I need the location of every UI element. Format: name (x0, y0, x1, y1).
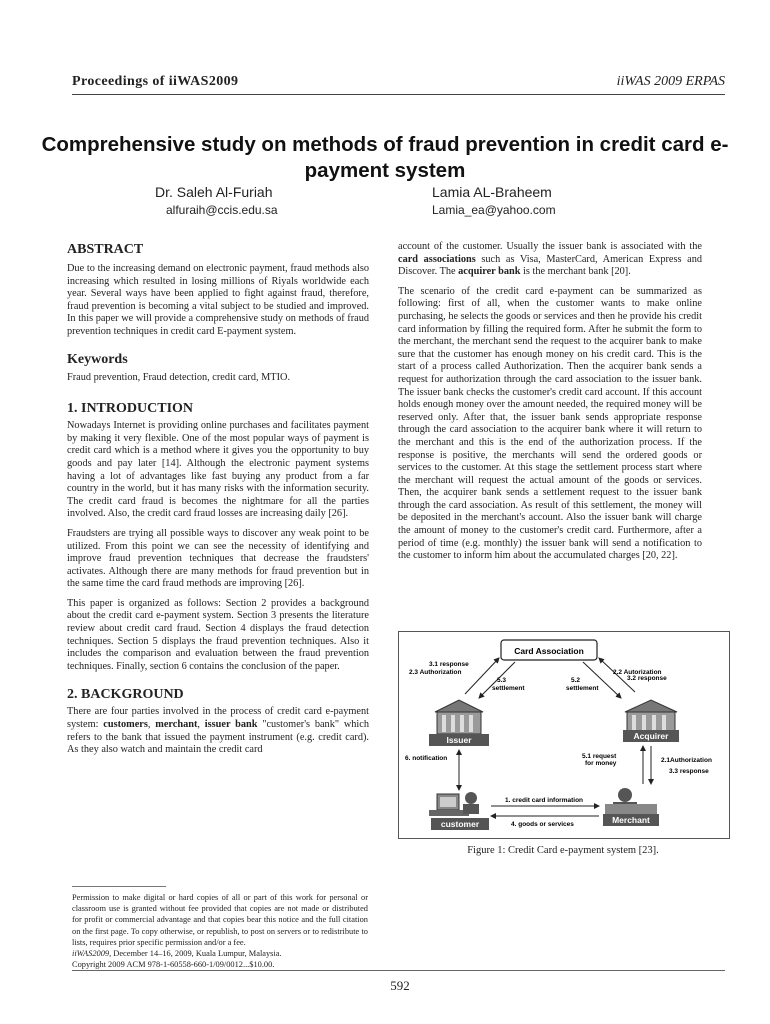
label-2-2-autorization: 2.2 Autorization (613, 669, 662, 676)
running-header-left: Proceedings of iiWAS2009 (72, 74, 239, 89)
label-5-1-for-money: for money (585, 760, 617, 767)
customer-label: customer (440, 819, 480, 829)
label-6-notification: 6. notification (405, 755, 448, 762)
background-paragraph-1: There are four parties involved in the process of credit card e-payment system: customers, merchant, issuer bank "customer's bank" which refers to the bank that issued the payment instrument (e.g. credit card). As they also watch and maintain the credit card (67, 706, 370, 756)
label-5-3: 5.3 (497, 677, 507, 684)
label-5-1-request: 5.1 request (582, 753, 617, 760)
arrow-ca-to-acquirer (583, 662, 621, 698)
abstract-heading: ABSTRACT (67, 242, 144, 257)
issuer-label: Issuer (446, 735, 472, 745)
author-1-email: alfuraih@ccis.edu.sa (166, 203, 278, 217)
running-header-right: iiWAS 2009 ERPAS (616, 74, 725, 89)
introduction-paragraph-1: Nowadays Internet is providing online purchases and facilitates payment by making it very flexible. One of the most popular ways of payment is credit card which is a method where it gives you the opportunity to buy goods and pay later [14]. Although the electronic payment systems having a lot of advantages like fast buying any product from a far country in the world, but it has many risks with the information security. The credit card fraud is becomes the nightmare for all the parties involved. Also, the credit card fraud losses are increasing daily [26]. (67, 420, 369, 520)
copyright-permission: Permission to make digital or hard copies of all or part of this work for personal or classroom use is granted without fee provided that copies are not made or distributed for profit or commercial advantage and that copies bear this notice and the full citation on the first page. To copy otherwise, or republish, to post on servers or to redistribute to lists, requires prior specific permission and/or a fee. (72, 893, 368, 947)
payment-flow-diagram (399, 632, 729, 838)
label-5-2: 5.2 (571, 677, 581, 684)
acquirer-label: Acquirer (633, 731, 669, 741)
label-4-goods-or-services: 4. goods or services (511, 821, 574, 828)
header-rule (72, 94, 725, 95)
issuer-bank-icon (435, 700, 483, 734)
right-column (398, 241, 702, 570)
merchant-label: Merchant (612, 815, 650, 825)
copyright-block (72, 892, 368, 970)
label-2-3-authorization: 2.3 Authorization (409, 669, 462, 676)
introduction-paragraph-3: This paper is organized as follows: Section 2 provides a background about the credit card e-payment system. Section 3 presents the literature review about credit card fraud. Section 4 displays the fraud detection techniques. Section 5 displays the fraud prevention techniques. Also it includes the comparison and evaluation between the fraud prevention techniques. Finally, section 6 contains the conclusion of the paper. (67, 597, 369, 672)
merchant-icon (605, 788, 657, 814)
right-paragraph-1: account of the customer. Usually the issuer bank is associated with the card associations such as Visa, MasterCard, American Express and Discover. The acquirer bank is the merchant bank [20]. (398, 241, 703, 278)
label-2-1-authorization: 2.1Authorization (661, 757, 712, 764)
right-paragraph-2: The scenario of the credit card e-payment can be summarized as following: first of all, when the customer wants to make online purchasing, he selects the goods or services and then he provide his credit card information by filling the required form. After he submit the form to the merchant, the merchant send the request to the acquirer bank to make sure that the customer has enough money on his credit card. This is the start of a process called Authorization. Then the acquirer bank sends a request for authorization through the card association to the issuer bank. The issuer bank checks the customer's credit card account. If this account holds enough money over the amount needed, the required money will be reserved only. After that, the issuer bank sends appropriate response through the card association to the acquirer bank where it will return to the merchant and this is the end of the authorization process. If the response is positive, the merchants will send the ordered goods or services to the customer. At this stage the settlement process start where the merchant will request the actual amount of the goods or services. Then, the acquirer bank sends a settlement request to the issuer bank through the card association. As result of this settlement, the money will be deposited in the merchant's account. Also the issuer bank will charge the amount of money to the customer's credit card. Furthermore, after a period of time (e.g. monthly) the issuer bank will send a notification to the customer to inform him about the accumulated charges [20, 22]. (398, 285, 702, 562)
copyright-rule (72, 886, 166, 887)
card-association-label: Card Association (514, 646, 584, 656)
keywords-heading: Keywords (67, 351, 128, 367)
acquirer-bank-icon (625, 700, 677, 732)
left-column (67, 242, 369, 764)
figure-1 (398, 631, 730, 839)
introduction-heading: 1. INTRODUCTION (67, 401, 194, 417)
label-3-1-response: 3.1 response (429, 661, 469, 668)
copyright-conference: iiWAS2009, December 14–16, 2009, Kuala Lumpur, Malaysia. (72, 949, 282, 959)
author-1-name: Dr. Saleh Al-Furiah (155, 184, 273, 200)
customer-computer-icon (429, 792, 479, 816)
label-3-2-response: 3.2 response (627, 675, 667, 682)
label-5-2-settlement: settlement (566, 685, 599, 692)
footer-rule (72, 970, 725, 971)
paper-title: Comprehensive study on methods of fraud prevention in credit card e-payment system (41, 133, 729, 182)
background-heading: 2. BACKGROUND (67, 687, 184, 703)
page-number: 592 (390, 978, 410, 993)
figure-caption: Figure 1: Credit Card e-payment system [23]. (467, 845, 659, 856)
label-5-3-settlement: settlement (492, 685, 525, 692)
label-3-3-response: 3.3 response (669, 768, 709, 775)
keywords-text: Fraud prevention, Fraud detection, credit card, MTIO. (67, 371, 291, 383)
label-1-credit-card-information: 1. credit card information (505, 797, 584, 804)
abstract-text: Due to the increasing demand on electronic payment, fraud methods also increasing which resulted in losing millions of Riyals worldwide each year. Several ways have been applied to fight against fraud, therefore, fraud prevention is becoming a vital subject to be studied and improved. In this paper we will provide a comprehensive study on methods of fraud prevention techniques in credit card E-payment system. (67, 263, 369, 337)
copyright-isbn: Copyright 2009 ACM 978-1-60558-660-1/09/0012...$10.00. (72, 960, 275, 970)
author-2-name: Lamia AL-Braheem (432, 184, 552, 200)
author-2-email: Lamia_ea@yahoo.com (432, 203, 556, 217)
introduction-paragraph-2: Fraudsters are trying all possible ways to discover any weak point to be utilized. From this point we can see the necessity of identifying and improve fraud prevention techniques that decrease the fraudsters' activates. Although there are many methods for fraud prevention but in the same time the card fraud methods are improving [26]. (67, 527, 369, 590)
